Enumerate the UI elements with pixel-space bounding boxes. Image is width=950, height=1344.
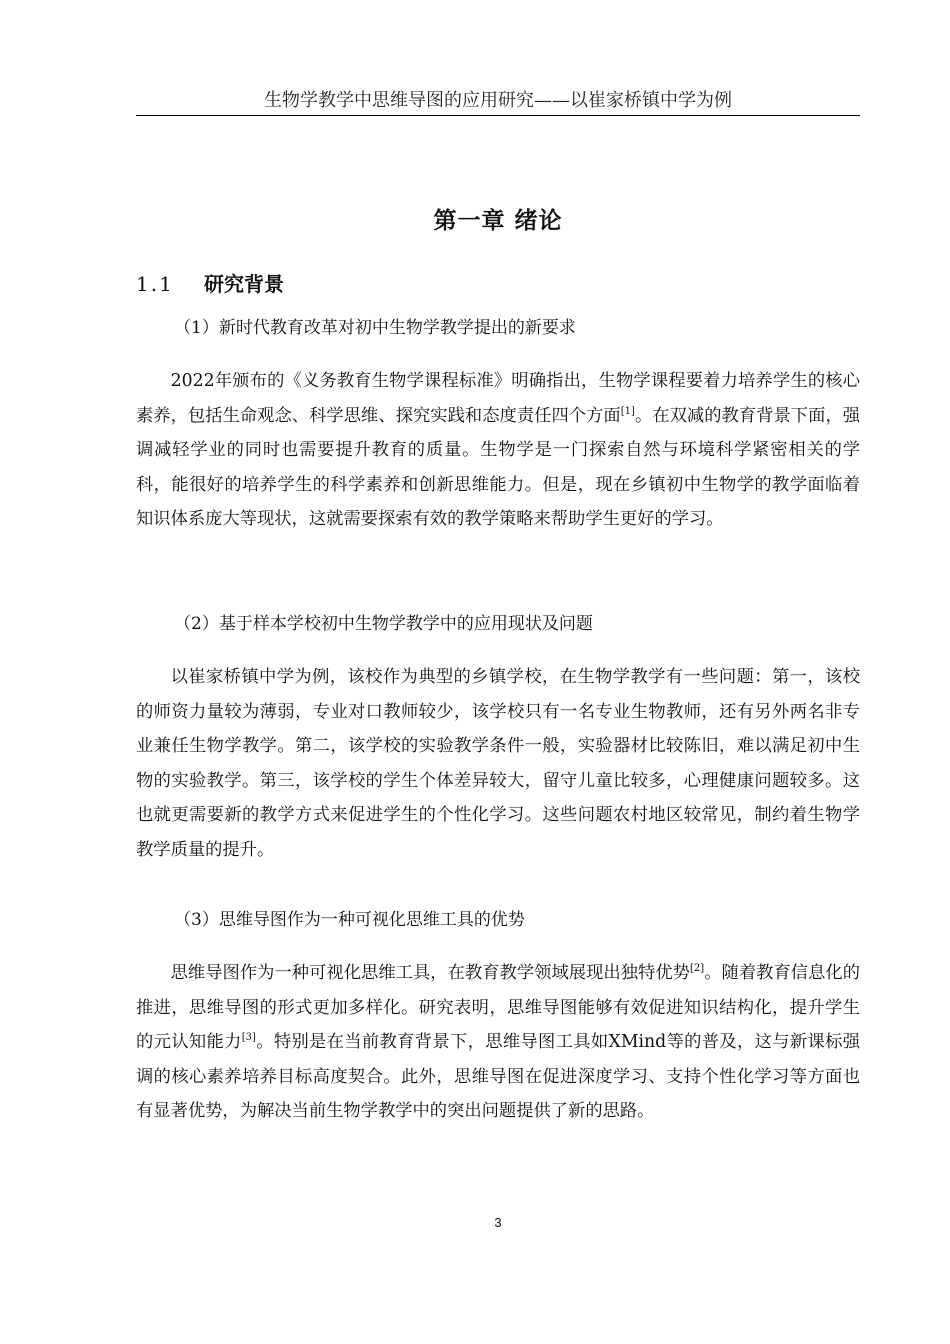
subsection-heading-3: （3）思维导图作为一种可视化思维工具的优势 bbox=[174, 910, 525, 930]
paragraph-1 bbox=[136, 364, 860, 537]
citation-ref: [3] bbox=[241, 1032, 256, 1044]
paragraph-text: 。随着教育信息化的推进，思维导图的形式更加多样化。研究表明，思维导图能够有效促进知识结构化，提升学生的元认知能力 bbox=[136, 963, 860, 1052]
section-heading bbox=[136, 268, 284, 300]
subsection-heading-2: （2）基于样本学校初中生物学教学中的应用现状及问题 bbox=[174, 614, 593, 634]
paragraph-text: 。在双减的教育背景下面，强调减轻学业的同时也需要提升教育的质量。生物学是一门探索自然与环境科学紧密相关的学科，能很好的培养学生的科学素养和创新思维能力。但是，现在乡镇初中生物学的教学面临着知识体系庞大等现状，这就需要探索有效的教学策略来帮助学生更好的学习。 bbox=[136, 405, 860, 529]
paragraph-text: 思维导图作为一种可视化思维工具，在教育教学领域展现出独特优势 bbox=[170, 963, 690, 983]
paragraph-text: 以崔家桥镇中学为例，该校作为典型的乡镇学校，在生物学教学有一些问题：第一，该校的师资力量较为薄弱，专业对口教师较少，该学校只有一名专业生物教师，还有另外两名非专业兼任生物学教学。第二，该学校的实验教学条件一般，实验器材比较陈旧，难以满足初中生物的实验教学。第三，该学校的学生个体差异较大，留守儿童比较多，心理健康问题较多。这也就更需要新的教学方式来促进学生的个性化学习。这些问题农村地区较常见，制约着生物学教学质量的提升。 bbox=[136, 667, 860, 860]
citation-ref: [2] bbox=[689, 963, 705, 975]
page-number: 3 bbox=[494, 1215, 502, 1230]
section-title: 研究背景 bbox=[204, 272, 284, 296]
citation-ref: [1] bbox=[620, 405, 635, 417]
running-header: 生物学教学中思维导图的应用研究——以崔家桥镇中学为例 bbox=[264, 90, 732, 111]
subsection-heading-1: （1）新时代教育改革对初中生物学教学提出的新要求 bbox=[174, 318, 576, 338]
paragraph-2 bbox=[136, 660, 860, 867]
section-number: 1.1 bbox=[136, 272, 174, 296]
header-rule bbox=[136, 115, 860, 116]
paragraph-3 bbox=[136, 956, 860, 1129]
paragraph-text: 。特别是在当前教育背景下，思维导图工具如XMind等的普及，这与新课标强调的核心素养培养目标高度契合。此外，思维导图在促进深度学习、支持个性化学习等方面也有显著优势，为解决当前生物学教学中的突出问题提供了新的思路。 bbox=[136, 1032, 860, 1121]
paragraph-text: 2022年颁布的《义务教育生物学课程标准》明确指出，生物学课程要着力培养学生的核心素养，包括生命观念、科学思维、探究实践和态度责任四个方面 bbox=[136, 371, 860, 426]
chapter-title: 第一章 绪论 bbox=[433, 208, 563, 234]
